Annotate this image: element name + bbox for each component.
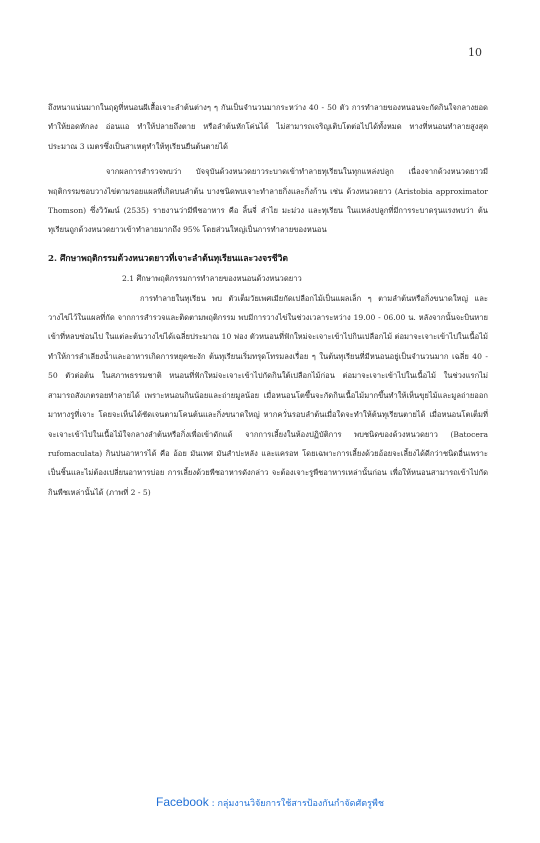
footer-link[interactable]	[0, 793, 540, 811]
subsection-heading: 2.1 ศึกษาพฤติกรรมการทำลายของหนอนด้วงหนวดยาว	[122, 274, 302, 284]
spacer	[48, 240, 488, 250]
page-number: 10	[468, 46, 482, 59]
footer-group-name[interactable]: : กลุ่มงานวิจัยการใช้สารป้องกันกำจัดศัตรูพืช	[208, 799, 384, 809]
facebook-label[interactable]: Facebook	[156, 795, 209, 809]
body-text	[48, 98, 488, 502]
paragraph-2: จากผลการสำรวจพบว่า บัจจุบันด้วงหนวดยาวระบาดเข้าทำลายทุเรียนในทุกแหล่งปลูก เนื่องจากด้วงหนวดยาวมีพฤติกรรมชอบวางไข่ตามรอยแผลที่เกิดบนลำต้น บางชนิดพบเจาะทำลายกิ่งและกิ่งก้าน เช่น ด้วงหนวดยาว (Aristobia approximator Thomson) ซึ่งวิวัฒน์ (2535) รายงานว่ามีพืชอาหาร คือ ลิ้นจี่ ลำไย มะม่วง และทุเรียน ในแหล่งปลูกที่มีการระบาดรุนแรงพบว่า ต้นทุเรียนถูกด้วงหนวดยาวเข้าทำลายมากถึง 95% โดยส่วนใหญ่เป็นการทำลายของหนอน	[48, 167, 488, 235]
paragraph-3: การทำลายในทุเรียน พบ ตัวเต็มวัยเพศเมียกัดเปลือกไม้เป็นแผลเล็ก ๆ ตามลำต้นหรือกิ่งขนาดใหญ่ และวางไข่ไว้ในแผลที่กัด จากการสำรวจและติดตามพฤติกรรม พบมีการวางไข่ในช่วงเวลาระหว่าง 19.00 - 06.00 น. หลังจากนั้นจะบินหายเข้าที่หลบซ่อนไป ในแต่ละต้นวางไข่ได้เฉลี่ยประมาณ 10 ฟอง ตัวหนอนที่ฟักใหม่จะเจาะเข้าไปกินเปลือกไม้ ต่อมาจะเจาะเข้าไปในเนื้อไม้ ทำให้การลำเลียงน้ำและอาหารเกิดการหยุดชะงัก ต้นทุเรียนเริ่มทรุดโทรมลงเรื่อย ๆ ในต้นทุเรียนที่มีหนอนอยู่เป็นจำนวนมาก เฉลี่ย 40 - 50 ตัวต่อต้น ในสภาพธรรมชาติ หนอนที่ฟักใหม่จะเจาะเข้าไปกัดกินใต้เปลือกไม้ก่อน ต่อมาจะเจาะเข้าไปในเนื้อไม้ ในช่วงแรกไม่สามารถสังเกตรอยทำลายได้ เพราะหนอนกินน้อยและถ่ายมูลน้อย เมื่อหนอนโตขึ้นจะกัดกินเนื้อไม้มากขึ้นทำให้เห็นขุยไม้และมูลถ่ายออกมาทางรูที่เจาะ โดยจะเห็นได้ชัดเจนตามโคนต้นและกิ่งขนาดใหญ่ หากควั่นรอบลำต้นเมื่อใดจะทำให้ต้นทุเรียนตายได้ เมื่อหนอนโตเต็มที่จะเจาะเข้าไปในเนื้อไม้ใจกลางลำต้นหรือกิ่งเพื่อเข้าดักแด้ จากการเลี้ยงในห้องปฏิบัติการ พบชนิดของด้วงหนวดยาว (Batocera rufomaculata) กินปนอาหารได้ คือ อ้อย มันเทศ มันสำปะหลัง และแครอท โดยเฉพาะการเลี้ยงด้วยอ้อยจะเลี้ยงได้ดีกว่าชนิดอื่นเพราะเป็นชิ้นและไม่ต้องเปลี่ยนอาหารบ่อย การเลี้ยงด้วยพืชอาหารดังกล่าว จะต้องเจาะรูพืชอาหารเหล่านั้นก่อน เพื่อให้หนอนสามารถเข้าไปกัดกินพืชเหล่านั้นได้ (ภาพที่ 2 - 5)	[48, 293, 488, 497]
paragraph-1: ถึงหนาแน่นมากในฤดูที่หนอนผีเสื้อเจาะลำต้นต่างๆ ๆ กันเป็นจำนวนมากระหว่าง 40 - 50 ตัว การทำลายของหนอนจะกัดกินใจกลางยอดทำให้ยอดหักลง อ่อนแอ ทำให้ปลายถึงตาย หรือลำต้นหักโค่นได้ ไม่สามารถเจริญเติบโตต่อไปได้ทั้งหมด ทางที่หนอนทำลายสูงสุดประมาณ 3 เมตรซึ่งเป็นสาเหตุทำให้ทุเรียนยืนต้นตายได้	[48, 103, 488, 151]
section-heading: 2. ศึกษาพฤติกรรมด้วงหนวดยาวที่เจาะลำต้นทุเรียนและวงจรชีวิต	[48, 253, 288, 264]
